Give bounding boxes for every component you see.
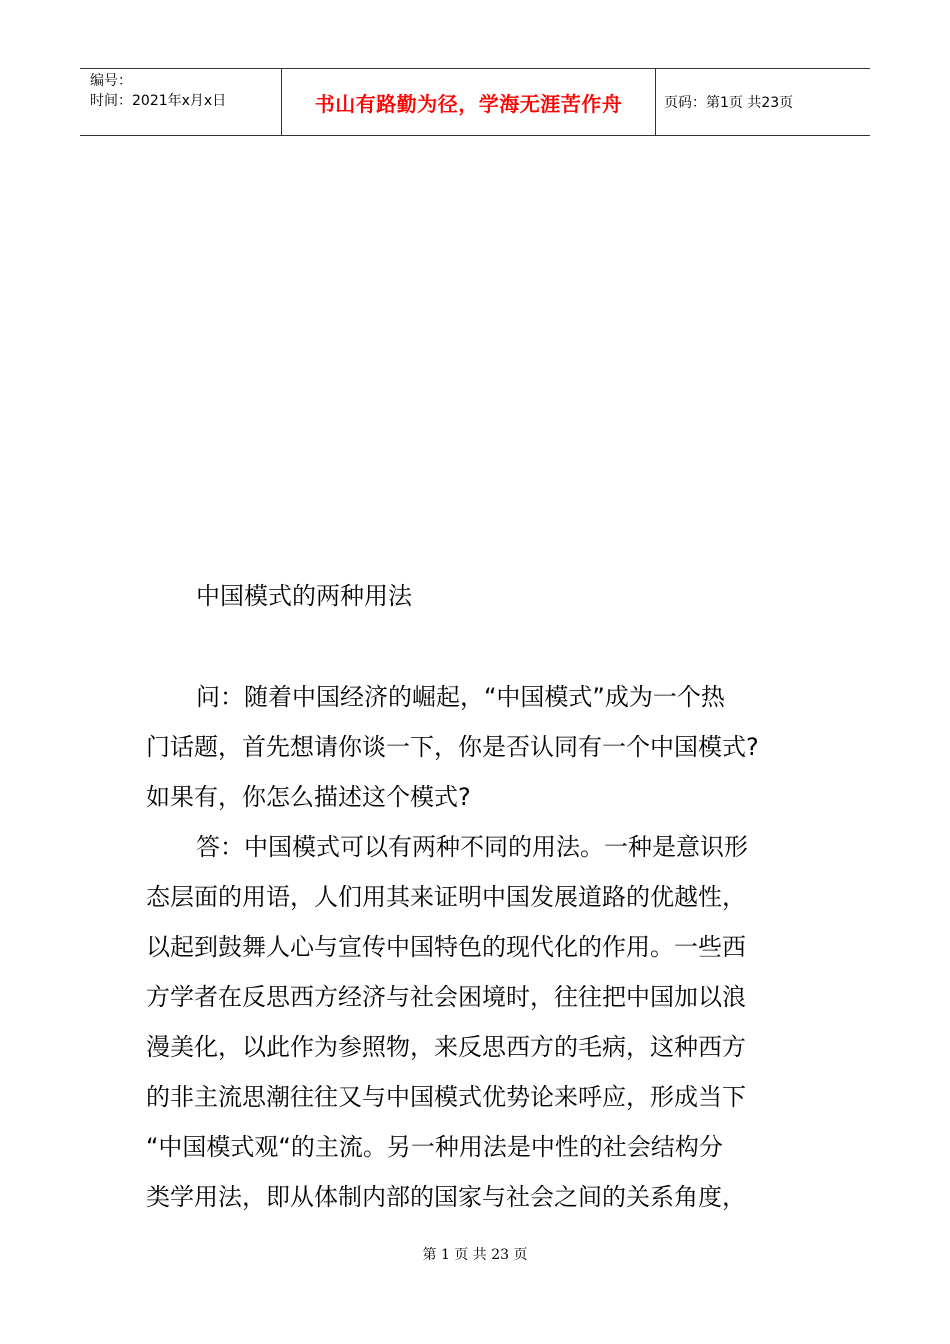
question-paragraph — [146, 672, 806, 822]
paragraph-line: 的非主流思潮往往又与中国模式优势论来呼应，形成当下 — [146, 1083, 746, 1111]
document-title: 中国模式的两种用法 — [196, 582, 412, 610]
paragraph-line: 类学用法，即从体制内部的国家与社会之间的关系角度， — [146, 1183, 746, 1211]
answer-paragraph — [146, 822, 806, 1222]
paragraph-line: “中国模式观“的主流。另一种用法是中性的社会结构分 — [146, 1133, 723, 1161]
header-table — [80, 68, 870, 136]
time-label: 时间：2021年x月x日 — [90, 93, 227, 109]
paragraph-line: 问：随着中国经济的崛起，“中国模式”成为一个热 — [196, 683, 725, 711]
paragraph-line: 如果有，你怎么描述这个模式? — [146, 783, 471, 811]
header-page-info: 页码：第1页 共23页 — [664, 95, 794, 111]
motto-text: 书山有路勤为径，学海无涯苦作舟 — [314, 91, 623, 116]
paragraph-line: 门话题，首先想请你谈一下，你是否认同有一个中国模式? — [146, 733, 759, 761]
paragraph-line: 态层面的用语，人们用其来证明中国发展道路的优越性， — [146, 883, 746, 911]
number-label: 编号： — [90, 73, 132, 89]
page-footer: 第 1 页 共 23 页 — [422, 1247, 528, 1263]
paragraph-line: 方学者在反思西方经济与社会困境时，往往把中国加以浪 — [146, 983, 746, 1011]
paragraph-line: 答：中国模式可以有两种不同的用法。一种是意识形 — [196, 833, 748, 861]
header-page-cell — [656, 69, 870, 135]
header-meta-cell — [80, 69, 282, 135]
paragraph-line: 以起到鼓舞人心与宣传中国特色的现代化的作用。一些西 — [146, 933, 746, 961]
paragraph-line: 漫美化，以此作为参照物，来反思西方的毛病，这种西方 — [146, 1033, 746, 1061]
header-motto-cell — [282, 69, 656, 135]
